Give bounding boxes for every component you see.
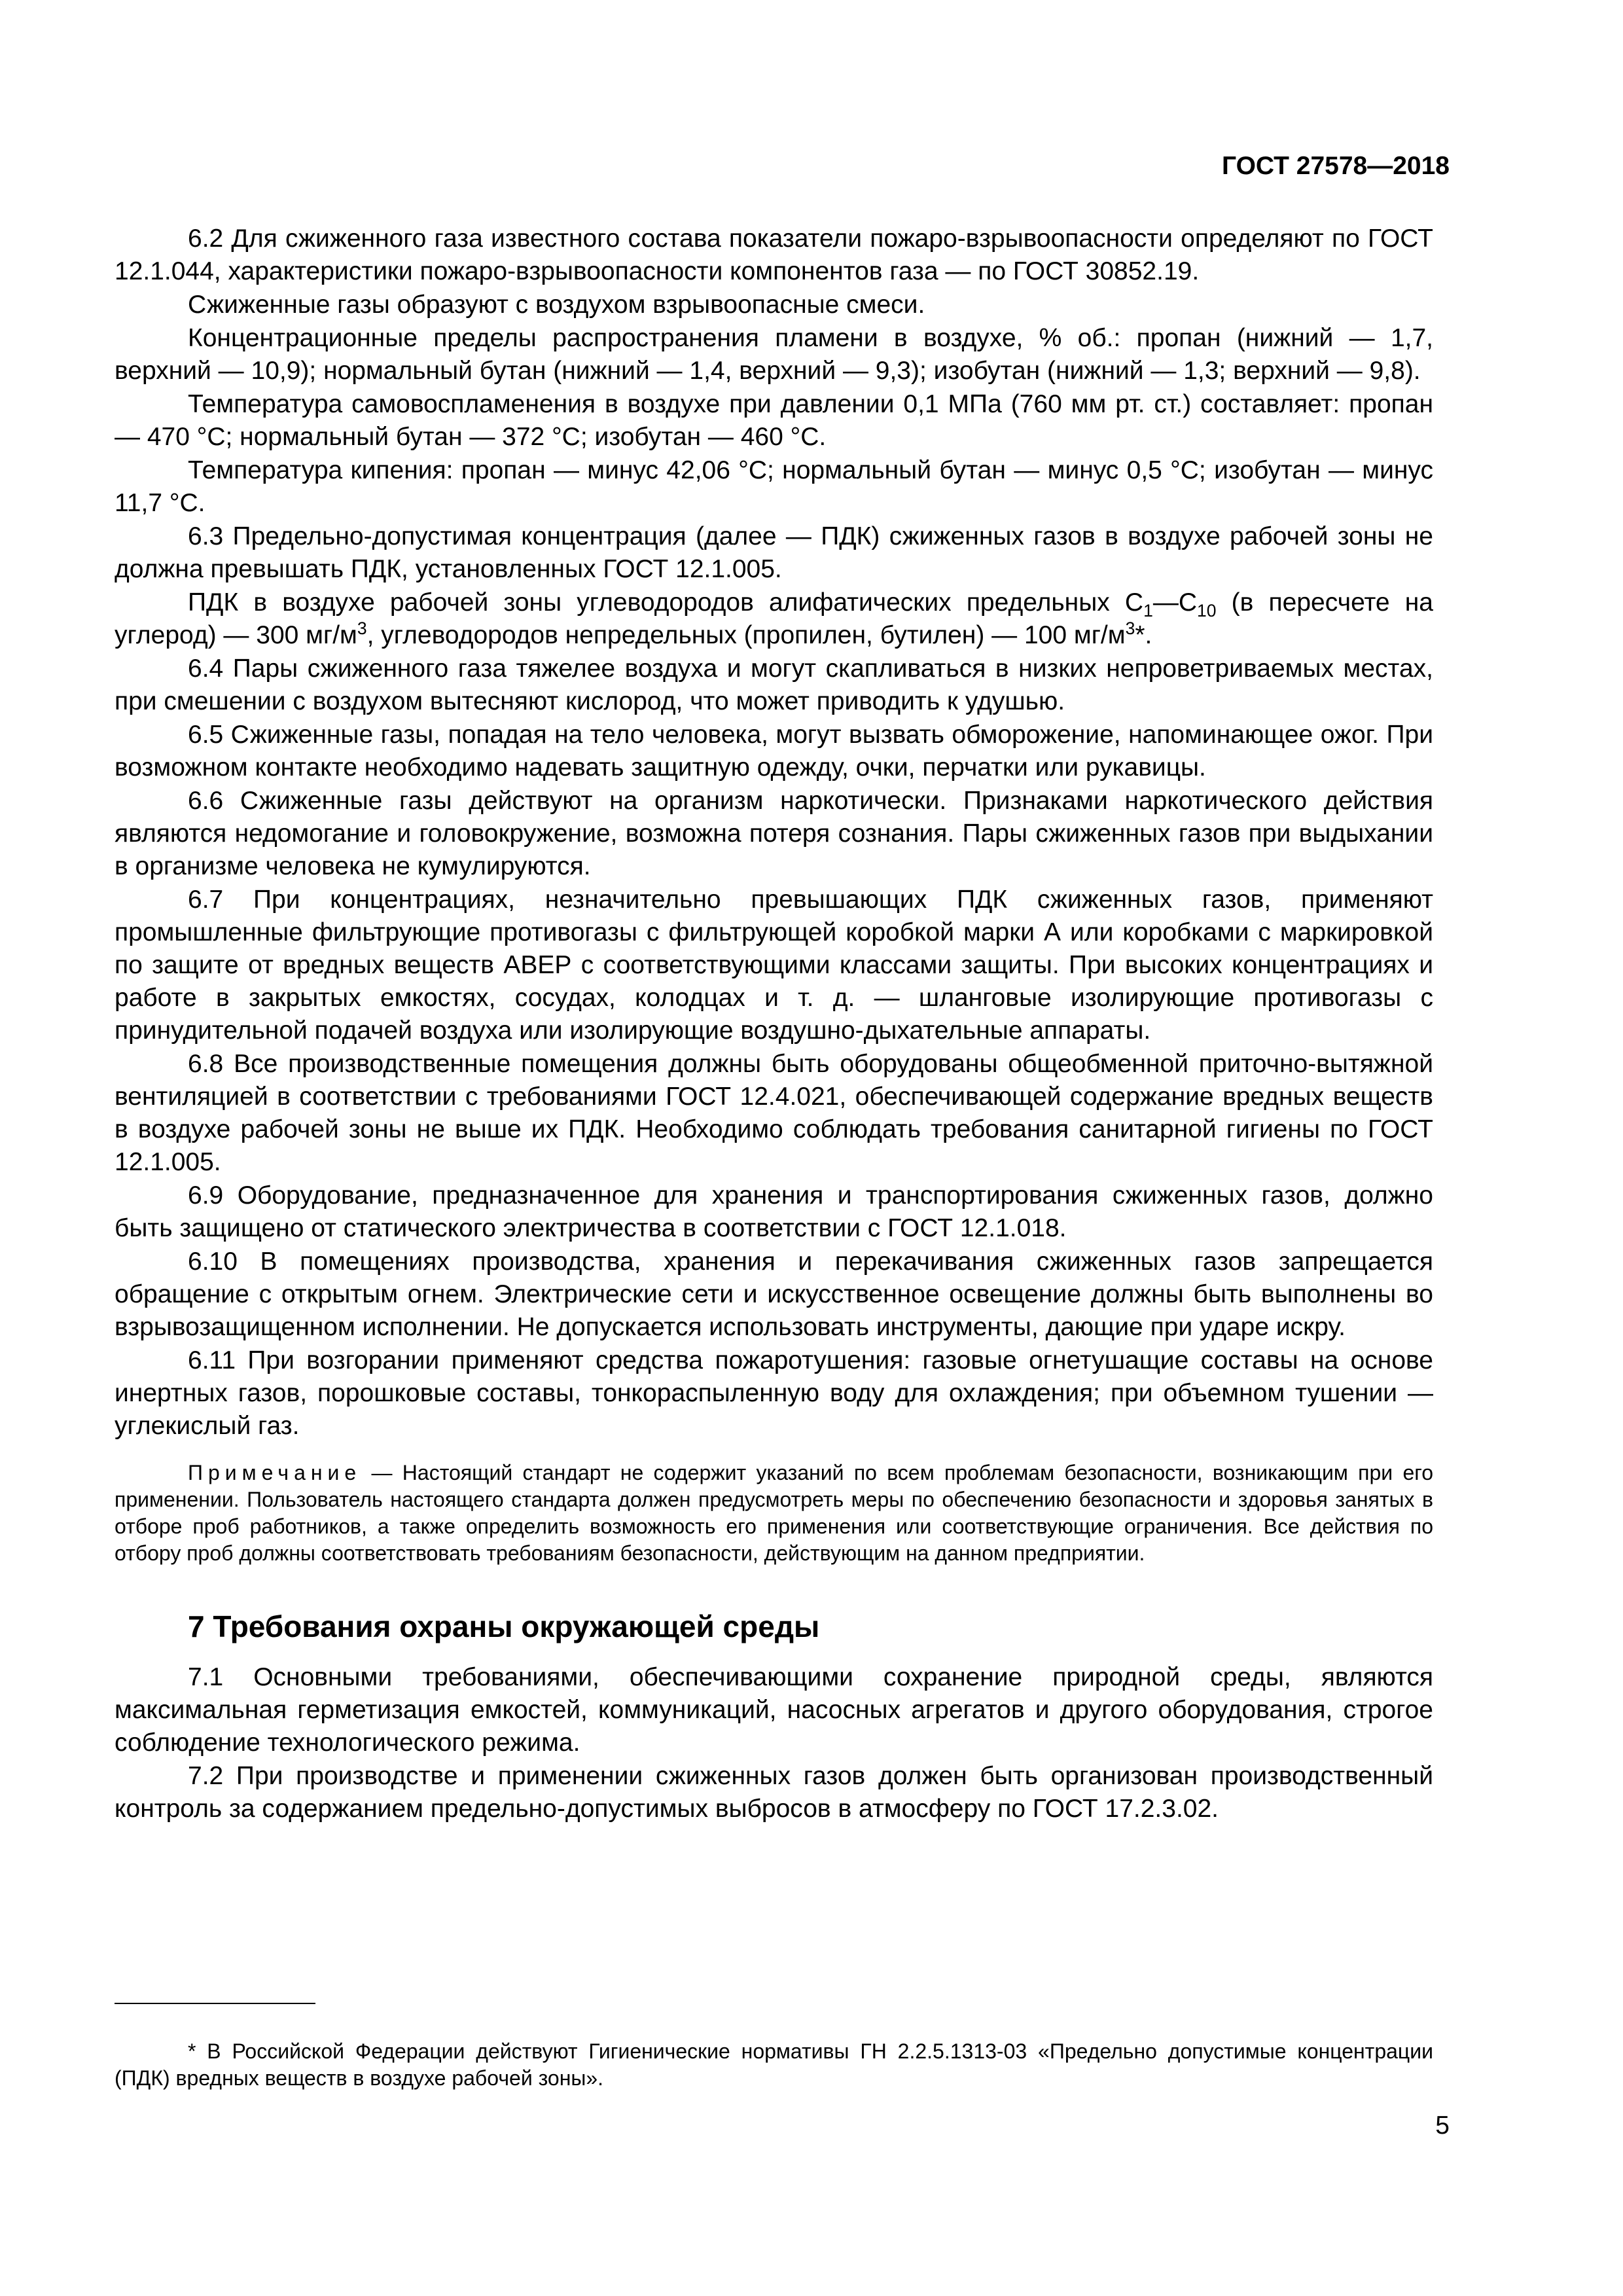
paragraph-6-9: 6.9 Оборудование, предназначенное для хранения и транспортирования сжиженных газов, должно быть защищено от статического электричества в соответствии с ГОСТ 12.1.018.: [115, 1181, 1433, 1242]
note-text: — Настоящий стандарт не содержит указаний по всем проблемам безопасности, возникающим при его применении. Пользователь настоящего стандарта должен предусмотреть меры по обеспечению безопасности и здоровья занятых в отборе проб работников, а также определить возможность его применения или соответствующие ограничения. Все действия по отбору проб должны соответствовать требованиям безопасности, действующим на данном предприятии.: [115, 1461, 1433, 1565]
safety-note: [115, 1460, 1433, 1567]
note-lead: Примечание: [188, 1461, 362, 1484]
paragraph-6-2: 6.2 Для сжиженного газа известного состава показатели пожаро-взрывоопасности определяют по ГОСТ 12.1.044, характеристики пожаро-взрывоопасности компонентов газа — по ГОСТ 30852.19.: [115, 224, 1433, 285]
section-7-heading: 7 Требования охраны окружающей среды: [188, 1609, 820, 1643]
pdk-sup-2: 3: [1125, 619, 1135, 638]
page-number: 5: [1435, 2111, 1450, 2140]
paragraph-boiling-point: Температура кипения: пропан — минус 42,06 °С; нормальный бутан — минус 0,5 °С; изобутан — минус 11,7 °С.: [115, 456, 1433, 517]
pdk-text-1: ПДК в воздухе рабочей зоны углеводородов алифатических предельных С: [188, 588, 1144, 617]
pdk-sub-1: 1: [1143, 600, 1153, 620]
footnote-divider: [115, 2003, 315, 2004]
paragraph-6-7: 6.7 При концентрациях, незначительно превышающих ПДК сжиженных газов, применяют промышленные фильтрующие противогазы с фильтрующей коробкой марки А или коробками с маркировкой по защите от вредных веществ АВЕР с соответствующими классами защиты. При высоких концентрациях и работе в закрытых емкостях, сосудах, колодцах и т. д. — шланговые изолирующие противогазы с принудительной подачей воздуха или изолирующие воздушно-дыхательные аппараты.: [115, 886, 1433, 1045]
pdk-sub-10: 10: [1197, 600, 1217, 620]
paragraph-7-1: 7.1 Основными требованиями, обеспечивающими сохранение природной среды, являются максимальная герметизация емкостей, коммуникаций, насосных агрегатов и другого оборудования, строгое соблюдение технологического режима.: [115, 1663, 1433, 1757]
paragraph-6-3: 6.3 Предельно-допустимая концентрация (далее — ПДК) сжиженных газов в воздухе рабочей зоны не должна превышать ПДК, установленных ГОСТ 12.1.005.: [115, 522, 1433, 583]
paragraph-6-5: 6.5 Сжиженные газы, попадая на тело человека, могут вызвать обморожение, напоминающее ожог. При возможном контакте необходимо надевать защитную одежду, очки, перчатки или рукавицы.: [115, 721, 1433, 781]
pdk-text-2: —С: [1152, 588, 1197, 617]
paragraph-7-2: 7.2 При производстве и применении сжиженных газов должен быть организован производственный контроль за содержанием предельно-допустимых выбросов в атмосферу по ГОСТ 17.2.3.02.: [115, 1762, 1433, 1823]
pdk-footnote-mark: *.: [1135, 621, 1152, 649]
pdk-sup-1: 3: [357, 619, 367, 638]
pdk-text-3: (в пересчете на углерод) — 300 мг/м: [115, 588, 1433, 649]
paragraph-autoignition: Температура самовоспламенения в воздухе при давлении 0,1 МПа (760 мм рт. ст.) составляет: пропан — 470 °С; нормальный бутан — 372 °С; изобутан — 460 °С.: [115, 390, 1433, 451]
page-content: [115, 223, 1433, 1826]
paragraph-pdk-values: [115, 586, 1433, 652]
paragraph-6-10: 6.10 В помещениях производства, хранения и перекачивания сжиженных газов запрещается обращение с открытым огнем. Электрические сети и искусственное освещение должны быть выполнены во взрывозащищенном исполнении. Не допускается использовать инструменты, дающие при ударе искру.: [115, 1247, 1433, 1341]
paragraph-6-4: 6.4 Пары сжиженного газа тяжелее воздуха и могут скапливаться в низких непроветриваемых местах, при смешении с воздухом вытесняют кислород, что может приводить к удушью.: [115, 655, 1433, 715]
pdk-text-4: , углеводородов непредельных (пропилен, бутилен) — 100 мг/м: [366, 621, 1126, 649]
paragraph-6-11: 6.11 При возгорании применяют средства пожаротушения: газовые огнетушащие составы на основе инертных газов, порошковые составы, тонкораспыленную воду для охлаждения; при объемном тушении — углекислый газ.: [115, 1346, 1433, 1440]
paragraph-flame-limits: Концентрационные пределы распространения пламени в воздухе, % об.: пропан (нижний — 1,7, верхний — 10,9); нормальный бутан (нижний — 1,4, верхний — 9,3); изобутан (нижний — 1,3; верхний — 9,8).: [115, 324, 1433, 385]
paragraph-6-6: 6.6 Сжиженные газы действуют на организм наркотически. Признаками наркотического действия являются недомогание и головокружение, возможна потеря сознания. Пары сжиженных газов при выдыхании в организме человека не кумулируются.: [115, 787, 1433, 880]
paragraph-6-8: 6.8 Все производственные помещения должны быть оборудованы общеобменной приточно-вытяжной вентиляцией в соответствии с требованиями ГОСТ 12.4.021, обеспечивающей содержание вредных веществ в воздухе рабочей зоны не выше их ПДК. Необходимо соблюдать требования санитарной гигиены по ГОСТ 12.1.005.: [115, 1050, 1433, 1176]
footnote: * В Российской Федерации действуют Гигиенические нормативы ГН 2.2.5.1313-03 «Предельно допустимые концентрации (ПДК) вредных веществ в воздухе рабочей зоны».: [115, 2039, 1433, 2090]
paragraph-explosive-mixtures: Сжиженные газы образуют с воздухом взрывоопасные смеси.: [188, 291, 925, 319]
document-id-header: ГОСТ 27578—2018: [1222, 152, 1450, 180]
